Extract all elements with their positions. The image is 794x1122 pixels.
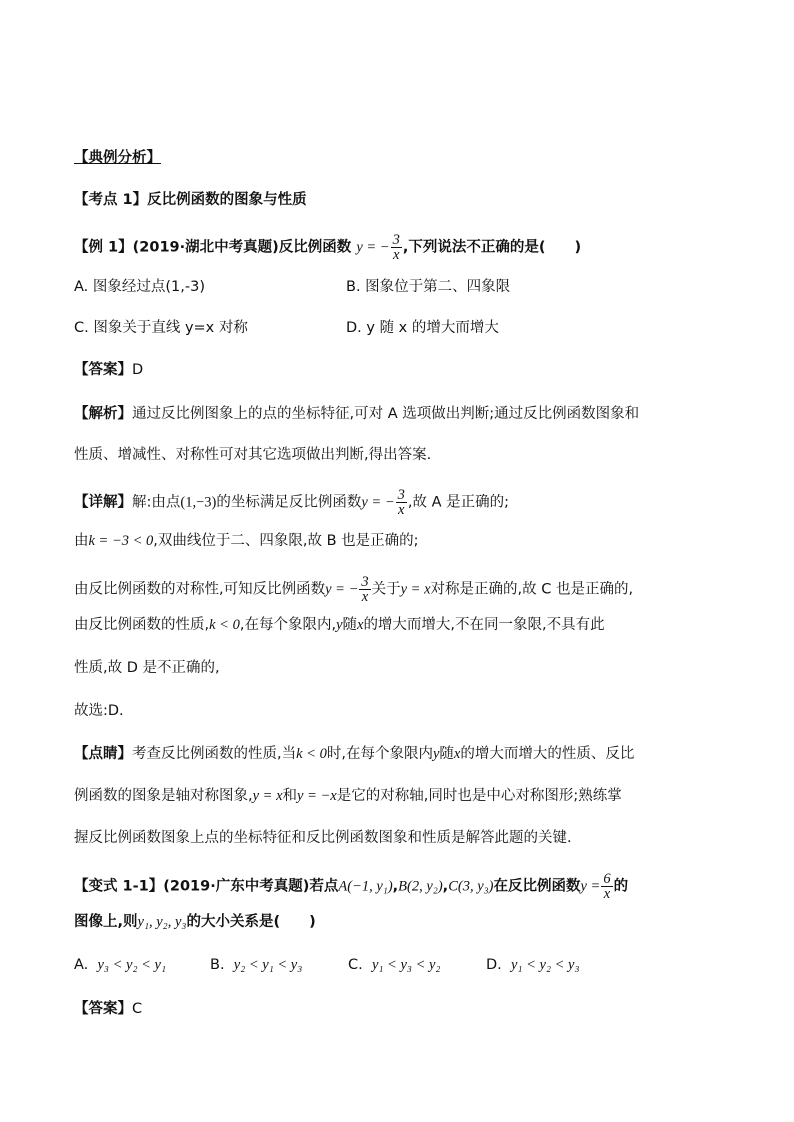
comment-line-2: 例函数的图象是轴对称图象,y = x和y = −x是它的对称轴,同时也是中心对称图形;熟练掌 xyxy=(74,788,622,804)
analysis-label: 【解析】 xyxy=(74,406,132,422)
option-2-B: B. y₂ < y₁ < y₃ xyxy=(210,957,303,973)
detail-line-5: 性质,故 D 是不正确的, xyxy=(74,660,220,676)
example-1-question xyxy=(74,233,581,262)
example-1-formula: y = − xyxy=(356,239,390,256)
option-2-A: A. y₃ < y₂ < y₁ xyxy=(74,957,166,973)
section-header: 【典例分析】 xyxy=(74,150,161,166)
comment-label: 【点睛】 xyxy=(74,746,132,762)
comment-line-3: 握反比例函数图象上点的坐标特征和反比例函数图象和性质是解答此题的关键. xyxy=(74,830,572,846)
option-1-A: A. 图象经过点(1,-3) xyxy=(74,279,205,295)
answer-1-value: D xyxy=(132,362,144,378)
kaodian-title: 【考点 1】反比例函数的图象与性质 xyxy=(74,192,307,208)
example-1-label: 【例 1】(2019·湖北中考真题)反比例函数 xyxy=(74,239,352,256)
answer-2-value: C xyxy=(132,1001,143,1017)
example-1-fraction: $\frac{3}{x}$ xyxy=(392,232,400,263)
option-1-C: C. 图象关于直线 y=x 对称 xyxy=(74,320,248,336)
detail-label: 【详解】 xyxy=(74,494,132,511)
answer-2-label: 【答案】 xyxy=(74,1001,132,1017)
comment-line-1: 【点睛】考查反比例函数的性质,当k < 0时,在每个象限内y随x的增大而增大的性质、反比 xyxy=(74,746,635,762)
variant-line-1: 【变式 1-1】(2019·广东中考真题)若点A(−1, y₁),B(2, y₂),C(3, y₃)在反比例函数y = $\frac{6}{x}$ 的 xyxy=(74,871,629,902)
analysis-line-1: 【解析】通过反比例图象上的点的坐标特征,可对 A 选项做出判断;通过反比例函数图象和 xyxy=(74,406,640,422)
detail-line-4: 由反比例函数的性质,k < 0,在每个象限内,y随x的增大而增大,不在同一象限,不具有此 xyxy=(74,617,605,633)
detail-line-1: 【详解】解:由点(1,−3)的坐标满足反比例函数y = − $\frac{3}{x}$ ,故 A 是正确的; xyxy=(74,487,510,518)
answer-1-label: 【答案】 xyxy=(74,362,132,378)
detail-line-3: 由反比例函数的对称性,可知反比例函数y = − $\frac{3}{x}$ 关于y = x对称是正确的,故 C 也是正确的, xyxy=(74,574,634,605)
option-2-D: D. y₁ < y₂ < y₃ xyxy=(486,957,580,973)
option-1-D: D. y 随 x 的增大而增大 xyxy=(346,320,499,336)
option-2-C: C. y₁ < y₃ < y₂ xyxy=(348,957,441,973)
detail-line-6: 故选:D. xyxy=(74,703,124,719)
detail-line-2: 由k = −3 < 0,双曲线位于二、四象限,故 B 也是正确的; xyxy=(74,533,419,549)
answer-2 xyxy=(74,999,142,1019)
example-1-suffix: ,下列说法不正确的是( ) xyxy=(402,239,582,256)
option-1-B: B. 图象位于第二、四象限 xyxy=(346,279,511,295)
variant-line-2: 图像上,则y₁, y₂, y₃的大小关系是( ) xyxy=(74,914,316,930)
answer-1 xyxy=(74,360,143,380)
analysis-line-2: 性质、增减性、对称性可对其它选项做出判断,得出答案. xyxy=(74,447,432,463)
